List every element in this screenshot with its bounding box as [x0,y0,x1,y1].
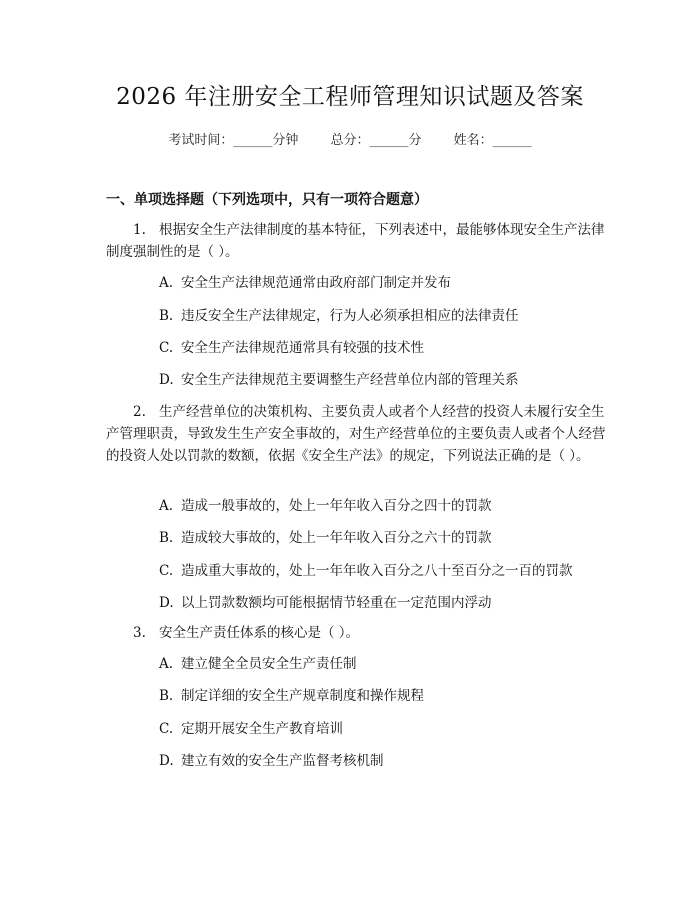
question-text: 安全生产责任体系的核心是（ ）。 [159,625,360,641]
option-text: 定期开展安全生产教育培训 [181,721,343,737]
option-text: 安全生产法律规范主要调整生产经营单位内部的管理关系 [181,372,519,388]
option-text: 建立健全全员安全生产责任制 [181,656,357,672]
exam-info-line [0,131,700,151]
option-letter: A. [159,656,174,672]
option-text: 以上罚款数额均可能根据情节轻重在一定范围内浮动 [181,595,492,611]
option-text: 造成较大事故的，处上一年年收入百分之六十的罚款 [181,530,492,546]
option-1d [159,370,609,390]
exam-time-field: 考试时间：______分钟 [168,133,299,148]
question-text: 生产经营单位的决策机构、主要负责人或者个人经营的投资人未履行安全生产管理职责，导致发生生产安全事故的，对生产经营单位的主要负责人或者个人经营的投资人处以罚款的数额，依据《安全生产法》的规定，下列说法正确的是（ ）。 [106,404,606,464]
question-number: 3. [133,625,146,641]
option-letter: C. [159,721,174,737]
option-2a [159,496,609,516]
option-letter: A. [159,498,174,514]
option-letter: D. [159,753,174,769]
option-3a [159,654,609,674]
option-2d [159,593,609,613]
option-text: 制定详细的安全生产规章制度和操作规程 [181,688,424,704]
page-title: 2026 年注册安全工程师管理知识试题及答案 [116,84,584,110]
option-2b [159,528,609,548]
question-3 [106,622,608,644]
question-number: 1. [133,222,146,238]
option-letter: C. [159,340,174,356]
option-3c [159,719,609,739]
option-text: 安全生产法律规范通常由政府部门制定并发布 [181,275,451,291]
question-1 [106,219,608,263]
option-1c [159,338,609,358]
option-1b [159,306,609,326]
question-text: 根据安全生产法律制度的基本特征，下列表述中，最能够体现安全生产法律制度强制性的是（ ）。 [106,222,605,260]
total-score-field: 总分：______分 [330,133,422,148]
option-text: 建立有效的安全生产监督考核机制 [181,753,384,769]
option-text: 违反安全生产法律规定，行为人必须承担相应的法律责任 [181,308,519,324]
name-field: 姓名：______ [453,133,532,148]
section-heading: 一、单项选择题（下列选项中，只有一项符合题意） [106,192,428,208]
question-number: 2. [133,404,146,420]
option-letter: C. [159,563,174,579]
option-text: 造成重大事故的，处上一年年收入百分之八十至百分之一百的罚款 [181,563,573,579]
option-letter: B. [159,530,174,546]
option-text: 造成一般事故的，处上一年年收入百分之四十的罚款 [181,498,492,514]
option-letter: B. [159,688,174,704]
option-letter: D. [159,595,174,611]
option-2c [159,561,609,581]
option-1a [159,273,609,293]
option-3d [159,751,609,771]
option-3b [159,686,609,706]
question-2 [106,401,608,467]
option-letter: B. [159,308,174,324]
option-letter: D. [159,372,174,388]
option-text: 安全生产法律规范通常具有较强的技术性 [181,340,424,356]
option-letter: A. [159,275,174,291]
